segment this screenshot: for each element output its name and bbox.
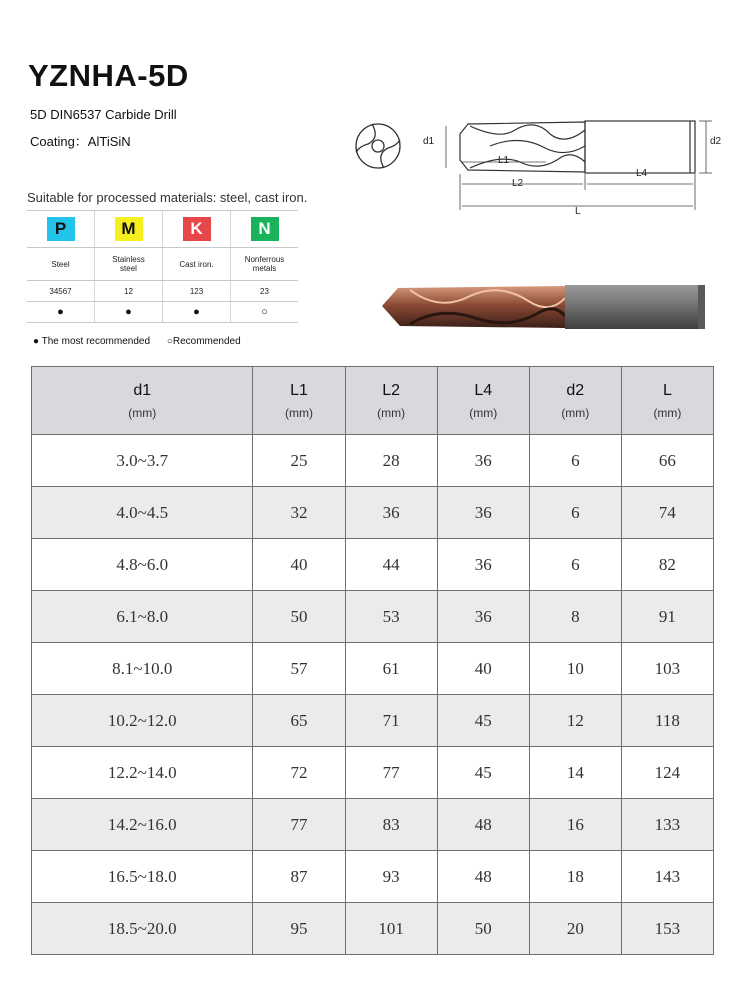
table-cell: 66 xyxy=(621,435,713,487)
material-badge-K: K xyxy=(183,217,211,241)
table-cell: 133 xyxy=(621,799,713,851)
dim-label-L1: L1 xyxy=(498,155,510,166)
spec-header-d1 xyxy=(32,367,253,435)
table-cell: 87 xyxy=(253,851,345,903)
table-cell: 45 xyxy=(437,695,529,747)
spec-header-row xyxy=(32,367,714,435)
table-cell: 71 xyxy=(345,695,437,747)
table-cell: 45 xyxy=(437,747,529,799)
recommendation-mark: ○ xyxy=(231,302,299,323)
table-row xyxy=(32,539,714,591)
table-cell: 16 xyxy=(529,799,621,851)
table-row xyxy=(32,747,714,799)
table-cell: 153 xyxy=(621,903,713,955)
product-subtitle: 5D DIN6537 Carbide Drill xyxy=(30,107,177,122)
materials-table xyxy=(27,210,298,323)
recommendation-mark: ● xyxy=(95,302,163,323)
material-name: Cast iron. xyxy=(163,248,231,281)
table-cell: 72 xyxy=(253,747,345,799)
table-row xyxy=(32,695,714,747)
material-name: Steel xyxy=(27,248,95,281)
table-cell: 44 xyxy=(345,539,437,591)
table-row xyxy=(32,591,714,643)
table-cell: 95 xyxy=(253,903,345,955)
table-cell: 48 xyxy=(437,851,529,903)
table-cell: 101 xyxy=(345,903,437,955)
legend-recommended: ○Recommended xyxy=(166,336,241,347)
table-cell: 57 xyxy=(253,643,345,695)
spec-header-d2 xyxy=(529,367,621,435)
material-N-cell xyxy=(231,211,299,248)
dim-label-d2: d2 xyxy=(710,136,722,147)
table-cell: 10 xyxy=(529,643,621,695)
table-cell: 103 xyxy=(621,643,713,695)
table-cell: 48 xyxy=(437,799,529,851)
table-cell: 25 xyxy=(253,435,345,487)
dim-label-L4: L4 xyxy=(636,168,648,179)
dim-label-L2: L2 xyxy=(512,178,524,189)
table-cell: 14 xyxy=(529,747,621,799)
material-badge-N: N xyxy=(251,217,279,241)
material-grades: 12 xyxy=(95,281,163,302)
spec-header-L xyxy=(621,367,713,435)
material-M-cell xyxy=(95,211,163,248)
materials-heading: Suitable for processed materials: steel, cast iron. xyxy=(27,190,308,205)
material-P-cell xyxy=(27,211,95,248)
table-cell: 6 xyxy=(529,435,621,487)
table-cell: 50 xyxy=(437,903,529,955)
dim-label-L: L xyxy=(575,206,581,217)
drill-dimension-diagram xyxy=(350,100,730,220)
header-unit: (mm) xyxy=(469,405,498,420)
table-cell: 28 xyxy=(345,435,437,487)
table-cell: 6 xyxy=(529,487,621,539)
spec-header-L4 xyxy=(437,367,529,435)
table-cell: 12.2~14.0 xyxy=(32,747,253,799)
table-cell: 93 xyxy=(345,851,437,903)
table-cell: 77 xyxy=(253,799,345,851)
table-cell: 83 xyxy=(345,799,437,851)
table-cell: 40 xyxy=(253,539,345,591)
table-cell: 3.0~3.7 xyxy=(32,435,253,487)
header-unit: (mm) xyxy=(377,405,406,420)
table-cell: 118 xyxy=(621,695,713,747)
drill-product-image xyxy=(380,278,720,338)
table-row xyxy=(32,903,714,955)
table-cell: 32 xyxy=(253,487,345,539)
table-cell: 53 xyxy=(345,591,437,643)
table-cell: 82 xyxy=(621,539,713,591)
material-grades: 123 xyxy=(163,281,231,302)
material-badge-P: P xyxy=(47,217,75,241)
material-grades: 34567 xyxy=(27,281,95,302)
material-badge-M: M xyxy=(115,217,143,241)
table-cell: 36 xyxy=(345,487,437,539)
table-row xyxy=(32,643,714,695)
table-cell: 8.1~10.0 xyxy=(32,643,253,695)
table-cell: 10.2~12.0 xyxy=(32,695,253,747)
table-cell: 40 xyxy=(437,643,529,695)
header-unit: (mm) xyxy=(128,405,157,420)
product-title: YZNHA-5D xyxy=(28,58,189,93)
recommendation-mark: ● xyxy=(163,302,231,323)
coating-label: Coating：AlTiSiN xyxy=(30,134,131,149)
header-name: L2 xyxy=(382,381,401,399)
recommendation-mark: ● xyxy=(27,302,95,323)
drill-cross-section-icon xyxy=(356,124,400,168)
table-row xyxy=(32,435,714,487)
recommendation-legend xyxy=(33,336,255,347)
header-unit: (mm) xyxy=(561,405,590,420)
table-cell: 36 xyxy=(437,591,529,643)
header-name: L1 xyxy=(290,381,308,399)
table-cell: 50 xyxy=(253,591,345,643)
material-name xyxy=(231,248,299,281)
table-row xyxy=(32,487,714,539)
spec-header-L2 xyxy=(345,367,437,435)
header-unit: (mm) xyxy=(285,405,314,420)
table-cell: 36 xyxy=(437,487,529,539)
table-cell: 6 xyxy=(529,539,621,591)
table-cell: 36 xyxy=(437,435,529,487)
table-cell: 8 xyxy=(529,591,621,643)
header-name: L xyxy=(662,381,672,399)
table-cell: 16.5~18.0 xyxy=(32,851,253,903)
table-row xyxy=(32,851,714,903)
table-cell: 143 xyxy=(621,851,713,903)
header-name: L4 xyxy=(474,381,493,399)
table-cell: 12 xyxy=(529,695,621,747)
material-grades: 23 xyxy=(231,281,299,302)
material-name-text: Nonferrous metals xyxy=(244,255,285,273)
table-cell: 74 xyxy=(621,487,713,539)
table-cell: 61 xyxy=(345,643,437,695)
table-cell: 65 xyxy=(253,695,345,747)
table-cell: 4.0~4.5 xyxy=(32,487,253,539)
spec-header-L1 xyxy=(253,367,345,435)
table-row xyxy=(32,799,714,851)
table-cell: 18.5~20.0 xyxy=(32,903,253,955)
table-cell: 18 xyxy=(529,851,621,903)
table-cell: 20 xyxy=(529,903,621,955)
material-name xyxy=(95,248,163,281)
table-cell: 6.1~8.0 xyxy=(32,591,253,643)
table-cell: 124 xyxy=(621,747,713,799)
drill-shank-outline xyxy=(585,121,695,173)
spec-table xyxy=(31,366,714,955)
table-cell: 77 xyxy=(345,747,437,799)
header-name: d1 xyxy=(133,381,152,399)
header-name: d2 xyxy=(566,381,585,399)
table-cell: 4.8~6.0 xyxy=(32,539,253,591)
table-cell: 36 xyxy=(437,539,529,591)
material-name-text: Stainless steel xyxy=(112,255,145,273)
table-cell: 14.2~16.0 xyxy=(32,799,253,851)
legend-most-recommended: ● The most recommended xyxy=(33,336,151,347)
table-cell: 91 xyxy=(621,591,713,643)
dim-label-d1: d1 xyxy=(423,136,435,147)
material-K-cell xyxy=(163,211,231,248)
header-unit: (mm) xyxy=(653,405,682,420)
